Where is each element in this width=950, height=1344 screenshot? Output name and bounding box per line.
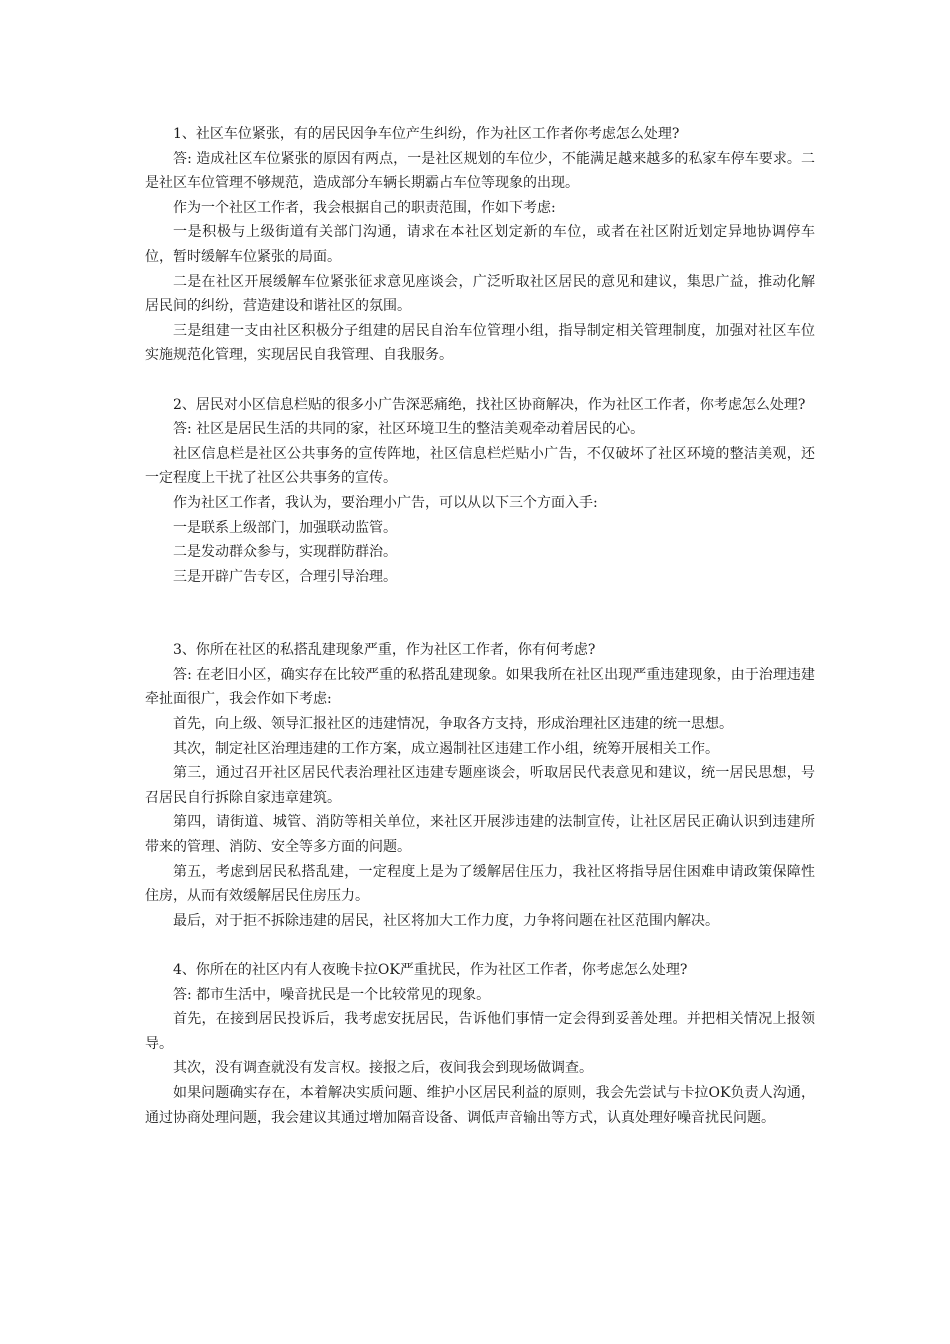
paragraph: 首先，向上级、领导汇报社区的违建情况，争取各方支持，形成治理社区违建的统一思想。 [173,716,733,733]
question-4: 4、你所在的社区内有人夜晚卡拉OK严重扰民，作为社区工作者，你考虑怎么处理? [173,962,688,978]
paragraph: 社区信息栏是社区公共事务的宣传阵地，社区信息栏烂贴小广告，不仅破坏了社区环境的整洁美观，还一定程度上干扰了社区公共事务的宣传。 [145,445,815,487]
paragraph: 答: 社区是居民生活的共同的家，社区环境卫生的整洁美观牵动着居民的心。 [173,421,645,438]
question-2: 2、居民对小区信息栏贴的很多小广告深恶痛绝，找社区协商解决，作为社区工作者，你考虑怎么处理? [173,396,806,413]
question-1: 1、社区车位紧张，有的居民因争车位产生纠纷，作为社区工作者你考虑怎么处理? [173,126,680,142]
section-4 [145,958,815,1130]
paragraph: 答: 都市生活中，噪音扰民是一个比较常见的现象。 [173,986,491,1003]
paragraph: 首先，在接到居民投诉后，我考虑安抚居民，告诉他们事情一定会得到妥善处理。并把相关情况上报领导。 [145,1011,815,1052]
paragraph: 第四，请街道、城管、消防等相关单位，来社区开展涉违建的法制宣传，让社区居民正确认识到违建所带来的管理、消防、安全等多方面的问题。 [145,814,815,856]
section-spacer [145,589,815,638]
paragraph: 一是积极与上级街道有关部门沟通，请求在本社区划定新的车位，或者在社区附近划定异地协调停车位，暂时缓解车位紧张的局面。 [145,224,815,265]
document-body [145,122,815,1130]
paragraph: 作为一个社区工作者，我会根据自己的职责范围，作如下考虑: [173,199,556,216]
paragraph: 三是开辟广告专区，合理引导治理。 [173,568,397,585]
section-2 [145,393,815,590]
paragraph: 三是组建一支由社区积极分子组建的居民自治车位管理小组，指导制定相关管理制度，加强对社区车位实施规范化管理，实现居民自我管理、自我服务。 [145,322,815,364]
section-spacer [145,933,815,958]
paragraph: 其次，没有调查就没有发言权。接报之后，夜间我会到现场做调查。 [173,1060,593,1077]
paragraph: 最后，对于拒不拆除违建的居民，社区将加大工作力度，力争将问题在社区范围内解决。 [173,912,719,929]
paragraph: 其次，制定社区治理违建的工作方案，成立遏制社区违建工作小组，统筹开展相关工作。 [173,740,719,757]
section-3 [145,638,815,933]
section-spacer [145,368,815,393]
section-1 [145,122,815,368]
question-3: 3、你所在社区的私搭乱建现象严重，作为社区工作者，你有何考虑? [173,642,596,659]
paragraph: 第三，通过召开社区居民代表治理社区违建专题座谈会，听取居民代表意见和建议，统一居民思想，号召居民自行拆除自家违章建筑。 [145,765,815,806]
paragraph: 答: 在老旧小区，确实存在比较严重的私搭乱建现象。如果我所在社区出现严重违建现象，由于治理违建牵扯面很广，我会作如下考虑: [145,666,815,708]
paragraph: 答: 造成社区车位紧张的原因有两点，一是社区规划的车位少，不能满足越来越多的私家车停车要求。二是社区车位管理不够规范，造成部分车辆长期霸占车位等现象的出现。 [145,150,815,192]
paragraph: 二是发动群众参与，实现群防群治。 [173,544,397,561]
paragraph: 第五，考虑到居民私搭乱建，一定程度上是为了缓解居住压力，我社区将指导居住困难申请政策保障性住房，从而有效缓解居民住房压力。 [145,863,815,905]
paragraph: 二是在社区开展缓解车位紧张征求意见座谈会，广泛听取社区居民的意见和建议，集思广益，推动化解居民间的纠纷，营造建设和谐社区的氛围。 [145,273,815,315]
paragraph: 如果问题确实存在，本着解决实质问题、维护小区居民利益的原则，我会先尝试与卡拉OK负责人沟通，通过协商处理问题，我会建议其通过增加隔音设备、调低声音输出等方式，认真处理好噪音扰民问题。 [145,1084,815,1126]
paragraph: 一是联系上级部门，加强联动监管。 [173,519,397,536]
paragraph: 作为社区工作者，我认为，要治理小广告，可以从以下三个方面入手: [173,494,598,511]
